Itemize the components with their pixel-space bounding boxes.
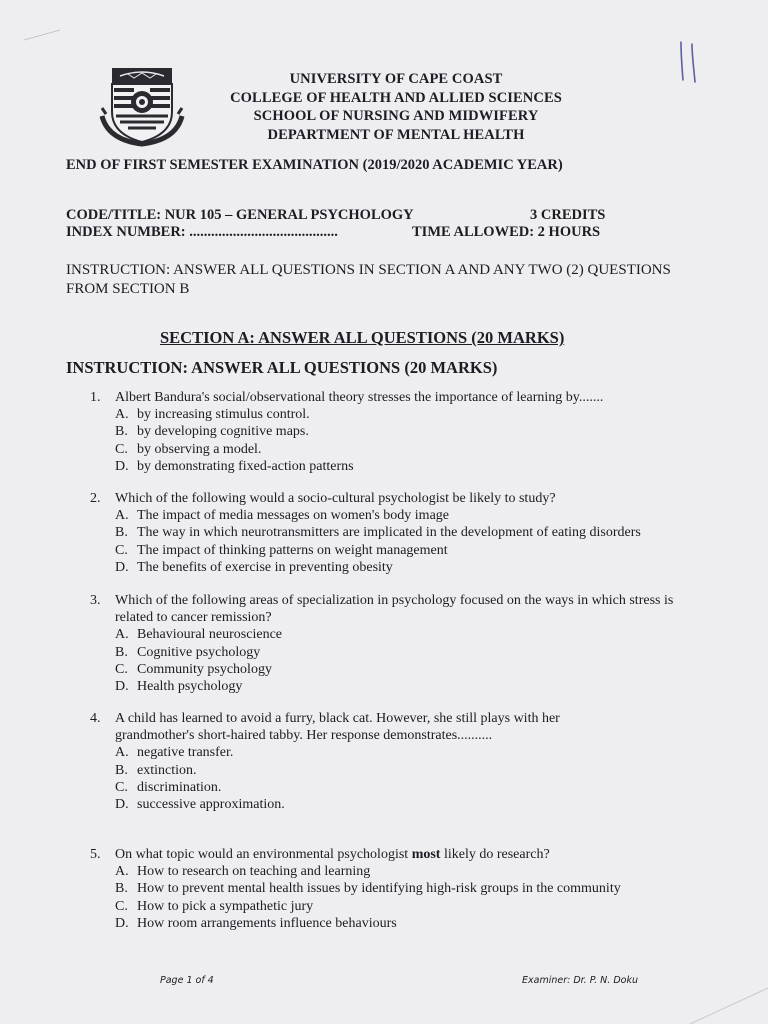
option-letter: C. [115, 441, 128, 457]
option-a [115, 863, 705, 880]
option-text: by demonstrating fixed-action patterns [137, 458, 354, 474]
section-a-instruction: INSTRUCTION: ANSWER ALL QUESTIONS (20 MARKS) [66, 358, 498, 377]
question-number: 5. [90, 847, 101, 862]
option-a [115, 406, 705, 423]
option-text: The impact of thinking patterns on weight management [137, 542, 448, 558]
question-number: 3. [90, 593, 101, 608]
option-text: The way in which neurotransmitters are implicated in the development of eating disorders [137, 525, 641, 541]
question-number: 4. [90, 711, 101, 726]
header-department: DEPARTMENT OF MENTAL HEALTH [267, 126, 525, 143]
index-number-field: INDEX NUMBER: ......................................... [66, 224, 338, 240]
option-letter: A. [115, 627, 129, 643]
option-b [115, 423, 705, 440]
question-3 [90, 592, 705, 695]
option-letter: A. [115, 407, 129, 423]
option-c [115, 542, 705, 559]
option-letter: D. [115, 915, 129, 931]
option-d [115, 678, 705, 695]
page-number: Page 1 of 4 [160, 975, 214, 986]
question-number: 1. [90, 390, 101, 405]
option-text: How to research on teaching and learning [137, 864, 371, 880]
option-letter: B. [115, 424, 128, 440]
option-letter: A. [115, 745, 129, 761]
option-letter: D. [115, 559, 129, 575]
option-d [115, 559, 705, 576]
option-c [115, 898, 705, 915]
header-college: COLLEGE OF HEALTH AND ALLIED SCIENCES [230, 89, 562, 106]
option-b [115, 880, 705, 897]
option-text: The impact of media messages on women's body image [137, 508, 449, 524]
general-instruction: INSTRUCTION: ANSWER ALL QUESTIONS IN SECTION A AND ANY TWO (2) QUESTIONS FROM SECTION B [66, 262, 671, 297]
header-university: UNIVERSITY OF CAPE COAST [289, 71, 503, 87]
option-c [115, 661, 705, 678]
option-text: How to pick a sympathetic jury [137, 898, 314, 914]
option-letter: B. [115, 644, 128, 660]
examiner-name: Examiner: Dr. P. N. Doku [522, 975, 638, 986]
option-text: Behavioural neuroscience [137, 627, 282, 643]
question-stem [115, 846, 705, 863]
option-letter: D. [115, 458, 129, 474]
question-2 [90, 490, 705, 576]
option-text: successive approximation. [137, 797, 285, 813]
institution-header [200, 70, 592, 144]
exam-title: END OF FIRST SEMESTER EXAMINATION (2019/2020 ACADEMIC YEAR) [66, 157, 563, 173]
option-text: by increasing stimulus control. [137, 407, 310, 423]
university-crest-logo [98, 64, 186, 148]
option-d [115, 458, 705, 475]
option-text: by developing cognitive maps. [137, 424, 309, 440]
stem-part: likely do research? [440, 847, 550, 862]
option-letter: A. [115, 864, 129, 880]
header-school: SCHOOL OF NURSING AND MIDWIFERY [253, 108, 539, 124]
question-4 [90, 710, 635, 813]
option-text: How to prevent mental health issues by identifying high-risk groups in the community [137, 881, 621, 897]
option-text: by observing a model. [137, 441, 262, 457]
option-b [115, 524, 705, 541]
option-b [115, 762, 635, 779]
option-letter: D. [115, 679, 129, 695]
handwritten-mark [676, 40, 700, 84]
option-letter: C. [115, 898, 128, 914]
option-a [115, 507, 705, 524]
option-letter: C. [115, 542, 128, 558]
option-letter: A. [115, 508, 129, 524]
section-a-heading: SECTION A: ANSWER ALL QUESTIONS (20 MARKS) [160, 328, 565, 347]
question-1 [90, 389, 705, 475]
option-text: Health psychology [137, 679, 243, 695]
option-b [115, 644, 705, 661]
option-text: negative transfer. [137, 745, 234, 761]
option-letter: B. [115, 762, 128, 778]
course-credits: 3 CREDITS [530, 207, 606, 223]
option-text: The benefits of exercise in preventing obesity [137, 559, 393, 575]
question-stem: Which of the following areas of specialization in psychology focused on the ways in which stress is related to cancer remission? [115, 593, 674, 626]
question-stem: Which of the following would a socio-cultural psychologist be likely to study? [115, 491, 556, 506]
option-c [115, 441, 705, 458]
option-d [115, 915, 705, 932]
option-letter: B. [115, 525, 128, 541]
option-text: Cognitive psychology [137, 644, 261, 660]
option-text: Community psychology [137, 661, 272, 677]
question-stem: Albert Bandura's social/observational theory stresses the importance of learning by....... [115, 390, 604, 405]
time-allowed: TIME ALLOWED: 2 HOURS [412, 224, 601, 240]
option-letter: C. [115, 661, 128, 677]
option-letter: D. [115, 797, 129, 813]
course-code-title: CODE/TITLE: NUR 105 – GENERAL PSYCHOLOGY [66, 207, 414, 223]
option-letter: C. [115, 779, 128, 795]
option-text: extinction. [137, 762, 197, 778]
emphasis-word: most [411, 847, 441, 862]
question-number: 2. [90, 491, 101, 506]
stem-part: On what topic would an environmental psychologist [115, 847, 412, 862]
question-stem: A child has learned to avoid a furry, black cat. However, she still plays with her grandmother's short-haired tabby. Her response demonstrates.......... [115, 711, 560, 744]
option-a [115, 744, 635, 761]
question-5 [90, 846, 705, 932]
option-a [115, 626, 705, 643]
option-d [115, 796, 635, 813]
option-text: How room arrangements influence behaviours [137, 915, 397, 931]
option-c [115, 779, 635, 796]
option-letter: B. [115, 881, 128, 897]
option-text: discrimination. [137, 779, 222, 795]
